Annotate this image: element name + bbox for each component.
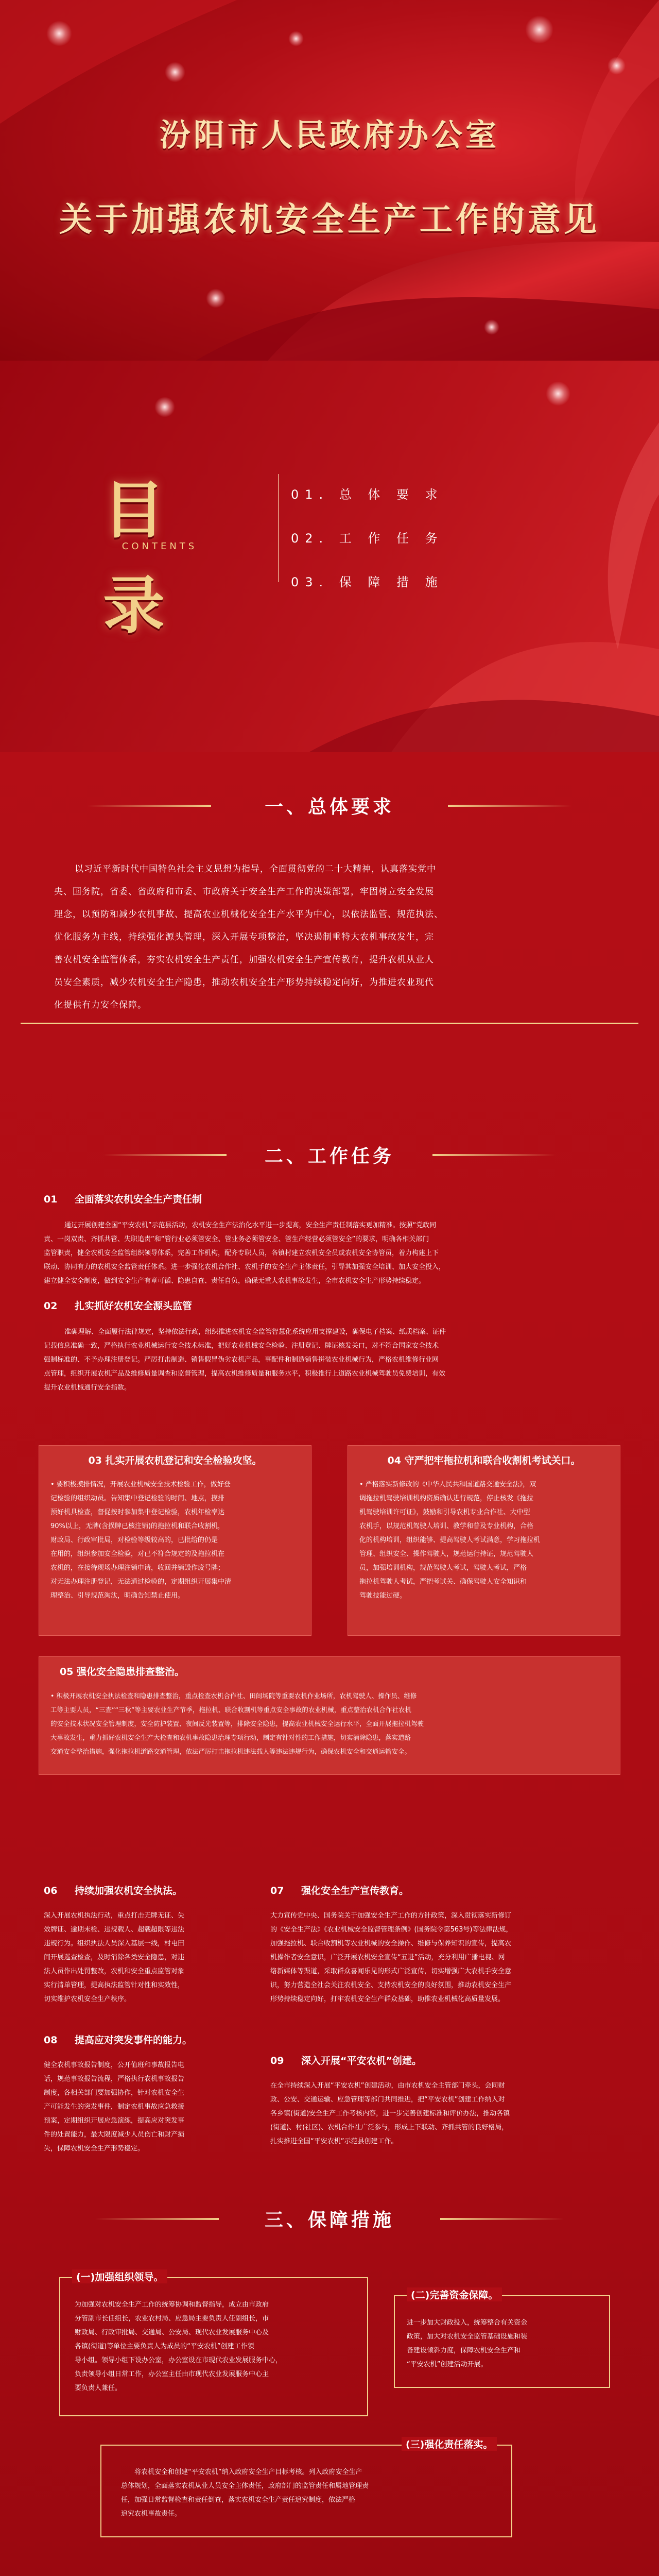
body-line: • 严格落实新修改的《中华人民共和国道路交通安全法》，双 xyxy=(359,1481,536,1488)
section-divider xyxy=(21,1023,638,1024)
body-line: 切实维护农机安全生产秩序。 xyxy=(44,1995,131,2003)
section-title-general-requirements: 一、总体要求 xyxy=(264,796,394,818)
measure-1-body xyxy=(75,2298,360,2395)
task-07-heading xyxy=(270,1883,409,1897)
body-line: • 要积极摸排情况，开展农业机械安全技术检验工作，做好登 xyxy=(50,1481,231,1488)
body-line: 的安全技术状况安全管理制度，安全防护装置、夜间反光装置等，排除安全隐患，提高农业机械安全运行水平，全面开展拖拉机驾驶 xyxy=(50,1720,424,1727)
body-line: 农机手，以规范机驾驶人培训、教学和普及专业机构，合格 xyxy=(359,1522,534,1530)
body-line: • 积极开展农机安全执法检查和隐患排查整治，重点检查农机合作社、田间场院等重要农机作业场所，农机驾驶人、操作员、维修 xyxy=(50,1692,417,1700)
task-04-card xyxy=(348,1445,620,1636)
body-line: 驾驶技能过硬。 xyxy=(359,1592,407,1600)
body-line: 强制标准的、不予办理注册登记。严厉打击制造、销售假冒伪劣农机产品，事配件和制造销售拼装农业机械行为，严格农机维修行业网 xyxy=(44,1356,439,1364)
body-line: 记载信息准确一致，严格执行农业机械运行安全技术标准，把好农业机械安全检验、注册登记、牌证核发关口，对不符合国家安全技术 xyxy=(44,1342,439,1350)
body-line: 为加强对农机安全生产工作的统筹协调和监督指导，成立由市政府 xyxy=(75,2301,269,2309)
body-line: 各乡镇(街道)安全生产工作考核内容，进一步完善创建标准和评价办法，推动各镇 xyxy=(270,2110,510,2117)
paragraph-line: 优化服务为主线，持续强化源头管理，深入开展专项整治，坚决遏制重特大农机事故发生，完 xyxy=(54,932,434,942)
contents-silk-graphic xyxy=(0,361,659,752)
body-line: 财政局、行政审批局、交通局、公安局、现代农业发展服务中心及 xyxy=(75,2329,269,2336)
body-line: 加强拖拉机、联合收割机等农业机械的安全操作、维修与保养知识的宣传，提高农 xyxy=(270,1940,512,1947)
body-line: 失，保障农机安全生产形势稳定。 xyxy=(44,2145,145,2153)
task-03-card xyxy=(39,1445,311,1636)
body-line: 预好机具检查，督促按时参加集中登记检验，农机年检率达 xyxy=(50,1509,225,1516)
body-line: 理整治、引导规范淘汰，明确告知禁止使用。 xyxy=(50,1592,185,1600)
task-number: 07 xyxy=(270,1885,284,1896)
task-01-heading xyxy=(44,1192,202,1206)
body-line: 点管理，组织开展农机产品及维修质量调查和监督管理，提高农机维修质量和服务水平，积极推行上道路农业机械驾驶员免费培训，有效 xyxy=(44,1370,446,1378)
measure-1-title: (一)加强组织领导。 xyxy=(72,2269,167,2283)
task-03-card-title: 03 扎实开展农机登记和安全检验攻坚。 xyxy=(88,1455,262,1466)
body-line: 制度，各相关部门要加强协作，针对农机安全生 xyxy=(44,2089,185,2097)
body-line: 大力宣传党中央、国务院关于加强安全生产工作的方针政策，深入贯彻落实新修订 xyxy=(270,1912,512,1920)
body-line: (街道)、村(社区)、农机合作社广泛参与，形成上下联动、齐抓共管的良好格局， xyxy=(270,2124,509,2131)
measure-2-title: (二)完善资金保障。 xyxy=(407,2287,502,2301)
task-number: 02 xyxy=(44,1300,58,1312)
hero-banner xyxy=(0,0,659,361)
body-line: 扎实推进全国“平安农机”示范县创建工作。 xyxy=(270,2138,398,2145)
body-line: 监管职责，健全农机安全监管组织领导体系，完善工作机构，配齐专职人员，各镇村建立农机安全员或农机安全协管员，着力构建上下 xyxy=(44,1249,439,1257)
bokeh-light xyxy=(154,397,175,417)
body-line: 分管副市长任组长，农业农村局、应急局主要负责人任副组长，市 xyxy=(75,2315,269,2323)
body-line: 间开展巡查检查，及时消除各类安全隐患，对违 xyxy=(44,1954,185,1961)
bokeh-light xyxy=(165,62,185,82)
body-line: 识，努力营造全社会关注农机安全、支持农机安全的良好氛围，推动农机安全生产 xyxy=(270,1981,512,1989)
task-09-body xyxy=(270,2079,620,2148)
task-08-heading xyxy=(44,2032,192,2046)
hero-title-document: 关于加强农机安全生产工作的意见 xyxy=(59,200,600,239)
body-line: 农机的，在接待现场办理注销申请，收回并销毁作废号牌； xyxy=(50,1564,225,1572)
paragraph-line: 员安全素质，减少农机安全生产隐患，推动农机安全生产形势持续稳定向好，为推进农业现代 xyxy=(54,977,434,988)
body-line: 建立健全安全制度，做到安全生产有章可循、隐患自查、责任自负，确保无重大农机事故发生，全市农机安全生产形势持续稳定。 xyxy=(44,1277,426,1285)
body-line: 各镇(街道)等单位主要负责人为成员的“平安农机”创建工作领 xyxy=(75,2343,254,2350)
contents-heading-mu: 目 xyxy=(103,474,165,547)
body-line: 将农机安全和创建“平安农机”纳入政府安全生产目标考核。列入政府安全生产 xyxy=(134,2468,362,2476)
contents-english-label: CONTENTS xyxy=(122,541,198,552)
task-03-card-body xyxy=(50,1478,303,1603)
toc-item-general-requirements[interactable]: 01. 总 体 要 求 xyxy=(291,487,444,502)
body-line: 追究农机事故责任。 xyxy=(121,2510,182,2518)
task-number: 09 xyxy=(270,2055,284,2066)
body-line: 备建设倾斜力度，保障农机安全生产和 xyxy=(407,2347,521,2354)
body-line: 责、一岗双责、齐抓共管、失职追责”和“管行业必须管安全、管业务必须管安全、管生产经营必须管安全”的要求，明确各相关部门 xyxy=(44,1235,429,1243)
task-06-heading xyxy=(44,1883,182,1897)
body-line: 违规行为。组织执法人员深入基层一线，村屯田 xyxy=(44,1940,185,1947)
task-09-heading xyxy=(270,2053,422,2067)
bokeh-light xyxy=(206,289,226,308)
task-05-card-title: 05 强化安全隐患排查整治。 xyxy=(60,1666,185,1677)
body-line: 联动、协同有力的农机安全监管责任体系。进一步强化农机合作社、农机手的安全生产主体责任，引导其加强安全培训、加大安全投入， xyxy=(44,1263,446,1271)
body-line: 员，加强培训机构，规范驾驶人考试，驾驶人考试，严格 xyxy=(359,1564,527,1572)
measure-3-body xyxy=(121,2465,502,2521)
task-02-body xyxy=(44,1325,615,1395)
body-line: 进一步加大财政投入，统筹整合有关资金 xyxy=(407,2319,528,2327)
task-05-card xyxy=(39,1656,620,1775)
task-01-body xyxy=(44,1218,615,1288)
task-title: 扎实抓好农机安全源头监管 xyxy=(75,1300,193,1312)
bokeh-light xyxy=(525,15,553,44)
body-line: 化的机构培训，组织能够、提高驾驶人考试满意，学习拖拉机 xyxy=(359,1536,541,1544)
body-line: 工等主要人员，“三查”“三秋”等主要农业生产节季，拖拉机、联合收割机等重点安全事故的农业机械，重点整治农机合作社农机 xyxy=(50,1706,411,1714)
bokeh-light xyxy=(546,381,570,406)
body-line: 法人员作出处罚整改，农机和安全重点监管对象 xyxy=(44,1968,185,1975)
contents-panel xyxy=(0,361,659,752)
body-line: 调拖拉机驾驶培训机构资质确认进行规范，停止核发《拖拉 xyxy=(359,1495,534,1502)
body-line: 负责领导小组日常工作，办公室主任由市现代农业发展服务中心主 xyxy=(75,2370,269,2378)
task-05-card-body xyxy=(50,1689,612,1758)
section-rule-right xyxy=(440,2218,564,2220)
task-07-body xyxy=(270,1909,620,2006)
bokeh-light xyxy=(46,21,72,46)
task-title: 深入开展“平安农机”创建。 xyxy=(301,2055,422,2066)
task-02-heading xyxy=(44,1298,192,1312)
body-line: 话，规范事故报告流程，严格执行农机事故报告 xyxy=(44,2075,185,2083)
body-line: 要负责人兼任。 xyxy=(75,2384,122,2392)
bokeh-light xyxy=(608,57,626,75)
body-line: 通过开展创建全国“平安农机”示范县活动，农机安全生产法治化水平进一步提高，安全生产责任制落实更加精准。按照“党政同 xyxy=(64,1222,437,1229)
task-title: 强化安全生产宣传教育。 xyxy=(301,1885,409,1896)
body-line: 交通安全整治措施，强化拖拉机道路交通管理，依法严厉打击拖拉机违法载人等违法违规行为，确保农机安全和交通运输安全。 xyxy=(50,1748,411,1755)
body-line: 形势持续稳定向好，打牢农机安全生产群众基础，助推农业机械化高质量发展。 xyxy=(270,1995,505,2003)
body-line: 记检验的组织动员。告知集中登记检验的时间、地点，摸排 xyxy=(50,1495,225,1502)
body-line: 件的处置能力，最大限度减少人员伤亡和财产损 xyxy=(44,2131,185,2139)
task-number: 06 xyxy=(44,1885,58,1896)
body-line: 财政局、行政审批局，对检验等级较高的，已批给的仍是 xyxy=(50,1536,218,1544)
body-line: 健全农机事故报告制度，公开值班和事故报告电 xyxy=(44,2061,185,2069)
contents-divider xyxy=(278,474,279,582)
body-line: 导小组。领导小组下设办公室，办公室设在市现代农业发展服务中心， xyxy=(75,2357,283,2364)
body-line: 深入开展农机执法行动，重点打击无牌无证、失 xyxy=(44,1912,185,1920)
section-title-safeguards: 三、保障措施 xyxy=(264,2210,394,2231)
general-requirements-paragraph xyxy=(54,858,605,1016)
body-line: 络新媒体等渠道，采取群众喜闻乐见的形式广泛宣传，切实增强广大农机手安全意 xyxy=(270,1968,512,1975)
measure-3-title: (三)强化责任落实。 xyxy=(402,2437,497,2451)
body-line: 拖拉机驾驶人考试，严把考试关、确保驾驶人安全知识和 xyxy=(359,1578,527,1586)
bokeh-light xyxy=(288,31,304,46)
measure-2-body xyxy=(407,2316,602,2371)
body-line: 对无法办理注册登记，无法通过检验的，定期组织开展集中清 xyxy=(50,1578,232,1586)
task-04-card-body xyxy=(359,1478,612,1603)
body-line: 产可能发生的突发事件，制定农机事故应急救援 xyxy=(44,2103,185,2111)
body-line: 提升农业机械通行安全指数。 xyxy=(44,1384,131,1392)
task-title: 全面落实农机安全生产责任制 xyxy=(75,1194,202,1205)
task-number: 01 xyxy=(44,1194,58,1205)
body-line: 在全市持续深入开展“平安农机”创建活动，由市农机安全主管部门牵头，会同财 xyxy=(270,2082,505,2090)
task-06-body xyxy=(44,1909,260,2006)
task-title: 提高应对突发事件的能力。 xyxy=(75,2035,193,2046)
body-line: 预案，定期组织开展应急演练，提高应对突发事 xyxy=(44,2117,185,2125)
paragraph-line: 善农机安全监管体系，夯实农机安全生产责任，加强农机安全生产宣传教育，提升农机从业人 xyxy=(54,955,434,965)
section-title-work-tasks: 二、工作任务 xyxy=(264,1146,394,1167)
bokeh-light xyxy=(484,319,499,335)
section-rule-right xyxy=(432,1154,556,1156)
body-line: 政策，加大对农机安全监管基础设施和装 xyxy=(407,2333,528,2341)
toc-item-work-tasks[interactable]: 02. 工 作 任 务 xyxy=(291,531,444,546)
hero-title-issuer: 汾阳市人民政府办公室 xyxy=(160,117,499,154)
body-line: 政、公安、交通运输、应急管理等部门共同推进，把“平安农机”创建工作纳入对 xyxy=(270,2096,505,2104)
task-04-card-title: 04 守严把牢拖拉机和联合收割机考试关口。 xyxy=(387,1455,581,1466)
section-rule-right xyxy=(448,805,571,807)
paragraph-line: 化提供有力安全保障。 xyxy=(54,1000,147,1010)
body-line: 管理、组织安全、操作驾驶人，规范运行持证，规范驾驶人 xyxy=(359,1550,534,1558)
body-line: 准确理解、全面履行法律规定，坚持依法行政，组织推进农机安全监管智慧化系统应用支撑建设，确保电子档案、纸质档案、证件 xyxy=(64,1328,446,1336)
paragraph-line: 理念，以预防和减少农机事故、提高农业机械化安全生产水平为中心，以依法监管、规范执法、 xyxy=(54,909,443,920)
contents-heading-lu: 录 xyxy=(103,569,165,642)
body-line: “平安农机”创建活动开展。 xyxy=(407,2361,488,2368)
task-08-body xyxy=(44,2058,260,2156)
body-line: 机驾驶培训许可证》，鼓励和引导农机专业合作社、大中型 xyxy=(359,1509,530,1516)
body-line: 大事故发生，重力抓好农机安全生产大检查和农机事故隐患治理专项行动，制定有针对性的工作措施，切实消除隐患，落实道路 xyxy=(50,1734,411,1741)
paragraph-line: 以习近平新时代中国特色社会主义思想为指导，全面贯彻党的二十大精神，认真落实党中 xyxy=(75,864,436,874)
body-line: 在用的，组织参加安全检验，对已不符合规定的及拖拉机在 xyxy=(50,1550,225,1558)
body-line: 总体规划，全面落实农机从业人员安全主体责任，政府部门的监管责任和属地管理责 xyxy=(121,2482,369,2490)
paragraph-line: 央、国务院，省委、省政府和市委、市政府关于安全生产工作的决策部署，牢固树立安全发展 xyxy=(54,887,434,897)
body-line: 效牌证、逾期未检、违规载人、超载超限等违法 xyxy=(44,1926,185,1934)
body-line: 机操作者安全意识，广泛开展农机安全宣传“五进”活动，充分利用广播电视、网 xyxy=(270,1954,505,1961)
task-number: 08 xyxy=(44,2035,58,2046)
toc-item-safeguards[interactable]: 03. 保 障 措 施 xyxy=(291,575,444,589)
body-line: 的《安全生产法》《农业机械安全监督管理条例》(国务院令第563号)等法律法规， xyxy=(270,1926,513,1934)
silk-ribbon-graphic xyxy=(0,0,659,361)
task-title: 持续加强农机安全执法。 xyxy=(75,1885,183,1896)
body-line: 实行清单管理，提高执法监管针对性和实效性， xyxy=(44,1981,185,1989)
body-line: 90%以上，无牌(含损牌已核注销)的拖拉机和联合收割机， xyxy=(50,1522,225,1530)
body-line: 任，加强日常监督检查和责任倒查，落实农机安全生产责任追究制度，依法严格 xyxy=(121,2496,356,2504)
